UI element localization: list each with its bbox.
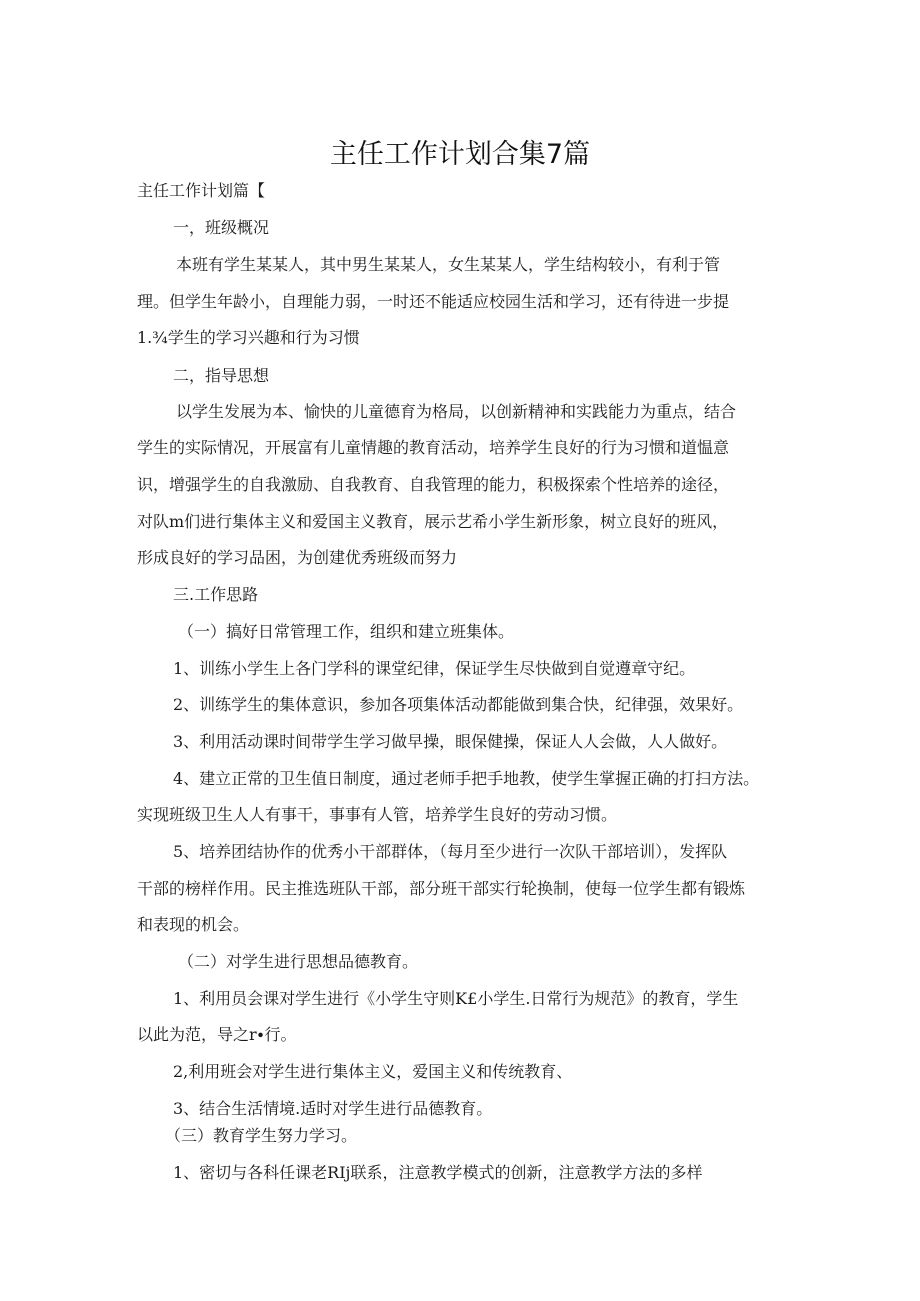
subheading: （三）教育学生努力学习。 — [165, 1126, 358, 1145]
paragraph-line: 1.¾学生的学习兴趣和行为习惯 — [137, 328, 360, 347]
paragraph-line: 本班有学生某某人，其中男生某某人，女生某某人，学生结构较小，有利于管 — [176, 255, 721, 274]
list-item: 1、利用员会课对学生进行《小学生守则K£小学生.日常行为规范》的教育，学生 — [173, 989, 739, 1008]
paragraph-line: 识，增强学生的自我激励、自我教育、自我管理的能力，积极探索个性培养的途径， — [137, 475, 730, 494]
subheading: （一）搞好日常管理工作，组织和建立班集体。 — [178, 622, 515, 641]
list-item: 5、培养团结协作的优秀小干部群体，（每月至少进行一次队干部培训），发挥队 — [173, 842, 728, 861]
paragraph-line: 干部的榜样作用。民主推选班队干部，部分班干部实行轮换制，使每一位学生都有锻炼 — [137, 879, 746, 898]
document-title: 主任工作计划合集7篇 — [329, 139, 591, 170]
list-item: 4、建立正常的卫生值日制度，通过老师手把手地教，使学生掌握正确的打扫方法。 — [173, 769, 760, 788]
subheading: 二，指导思想 — [173, 366, 270, 385]
subheading: 三.工作思路 — [173, 585, 259, 604]
paragraph-line: 对队m们进行集体主义和爱国主义教育，展示艺希小学生新形象，树立良好的班风， — [137, 512, 729, 531]
paragraph-line: 以此为范，导之r∙行。 — [137, 1025, 297, 1044]
list-item: 2,利用班会对学生进行集体主义，爱国主义和传统教育、 — [173, 1062, 573, 1081]
paragraph-line: 以学生发展为本、愉快的儿童德育为格局，以创新精神和实践能力为重点，结合 — [176, 402, 737, 421]
list-item: 1、训练小学生上各门学科的课堂纪律，保证学生尽快做到自觉遵章守纪。 — [173, 659, 696, 678]
paragraph-line: 形成良好的学习品困，为创建优秀班级而努力 — [137, 548, 458, 567]
subheading: 一，班级概况 — [173, 218, 270, 237]
paragraph-line: 学生的实际情况，开展富有儿童情趣的教育活动，培养学生良好的行为习惯和道愠意 — [137, 438, 730, 457]
paragraph-line: 实现班级卫生人人有事干，事事有人管，培养学生良好的劳动习惯。 — [137, 805, 618, 824]
list-item: 2、训练学生的集体意识，参加各项集体活动都能做到集合快，纪律强，效果好。 — [173, 695, 744, 714]
paragraph-line: 理。但学生年龄小，自理能力弱，一时还不能适应校园生活和学习，还有待进一步提 — [137, 292, 730, 311]
list-item: 1、密切与各科任课老RIj联系，注意教学模式的创新，注意教学方法的多样 — [173, 1163, 703, 1182]
paragraph-line: 和表现的机会。 — [137, 915, 250, 934]
section-heading: 主任工作计划篇【 — [137, 181, 266, 200]
subheading: （二）对学生进行思想品德教育。 — [178, 952, 419, 971]
list-item: 3、结合生活情境.适时对学生进行品德教育。 — [173, 1099, 493, 1118]
list-item: 3、利用活动课时间带学生学习做早操，眼保健操，保证人人会做，人人做好。 — [173, 732, 728, 751]
